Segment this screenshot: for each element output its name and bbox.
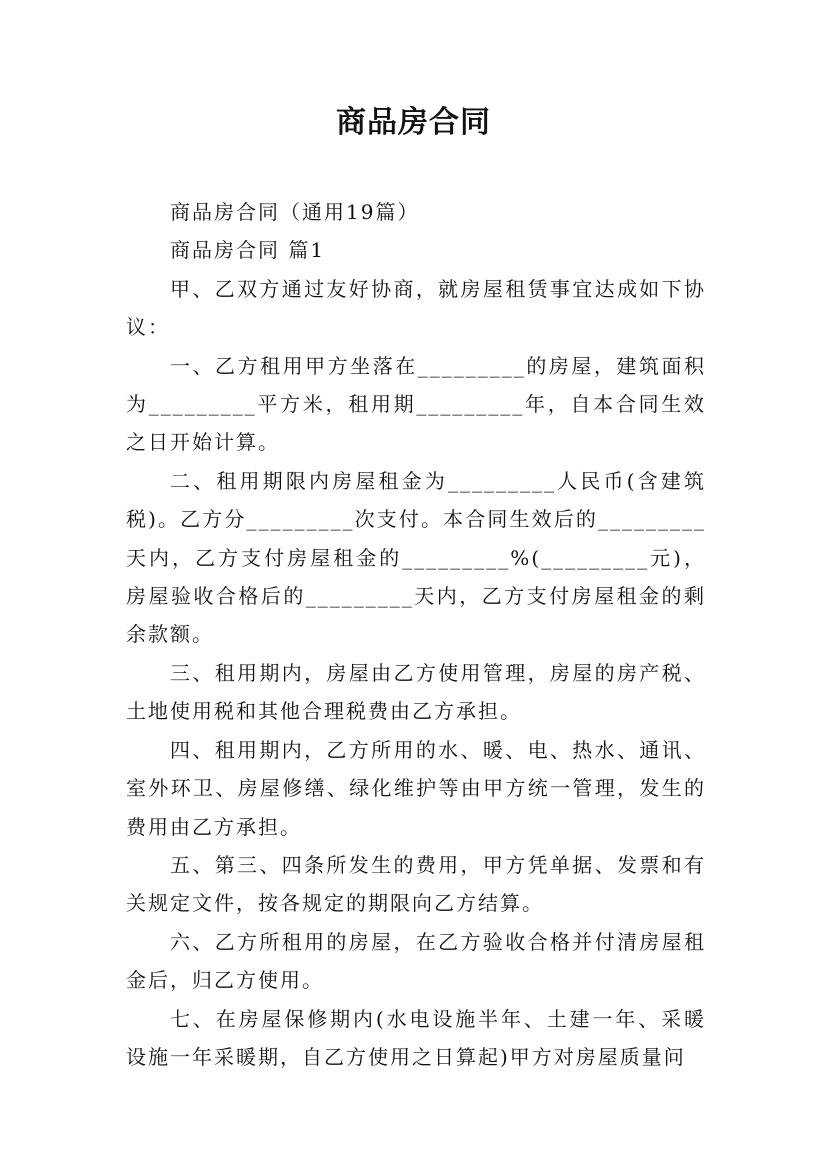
paragraph-clause-4: 四、租用期内，乙方所用的水、暖、电、热水、通讯、室外环卫、房屋修缮、绿化维护等由甲方统一管理，发生的费用由乙方承担。	[126, 737, 706, 839]
document-title: 商品房合同	[336, 105, 491, 140]
paragraph-clause-6: 六、乙方所租用的房屋，在乙方验收合格并付清房屋租金后，归乙方使用。	[126, 929, 706, 993]
paragraph-clause-2: 二、租用期限内房屋租金为_________人民币(含建筑税)。乙方分_________次支付。本合同生效后的_________天内，乙方支付房屋租金的_________%(_________元)，房屋验收合格后的_________天内，乙方支付房屋租金的剩余款额。	[126, 468, 706, 647]
paragraph-intro: 甲、乙双方通过友好协商，就房屋租赁事宜达成如下协议：	[126, 276, 706, 340]
paragraph-section-heading: 商品房合同 篇1	[170, 238, 326, 263]
paragraph-clause-1: 一、乙方租用甲方坐落在_________的房屋，建筑面积为_________平方米，租用期_________年，自本合同生效之日开始计算。	[126, 353, 706, 455]
paragraph-clause-3: 三、租用期内，房屋由乙方使用管理，房屋的房产税、土地使用税和其他合理税费由乙方承担。	[126, 660, 706, 724]
paragraph-clause-5: 五、第三、四条所发生的费用，甲方凭单据、发票和有关规定文件，按各规定的期限向乙方结算。	[126, 852, 706, 916]
document-body	[126, 193, 706, 1076]
paragraph-clause-7: 七、在房屋保修期内(水电设施半年、土建一年、采暖设施一年采暖期，自乙方使用之日算起)甲方对房屋质量问	[126, 1006, 706, 1069]
paragraph-subtitle: 商品房合同（通用19篇）	[170, 200, 420, 224]
